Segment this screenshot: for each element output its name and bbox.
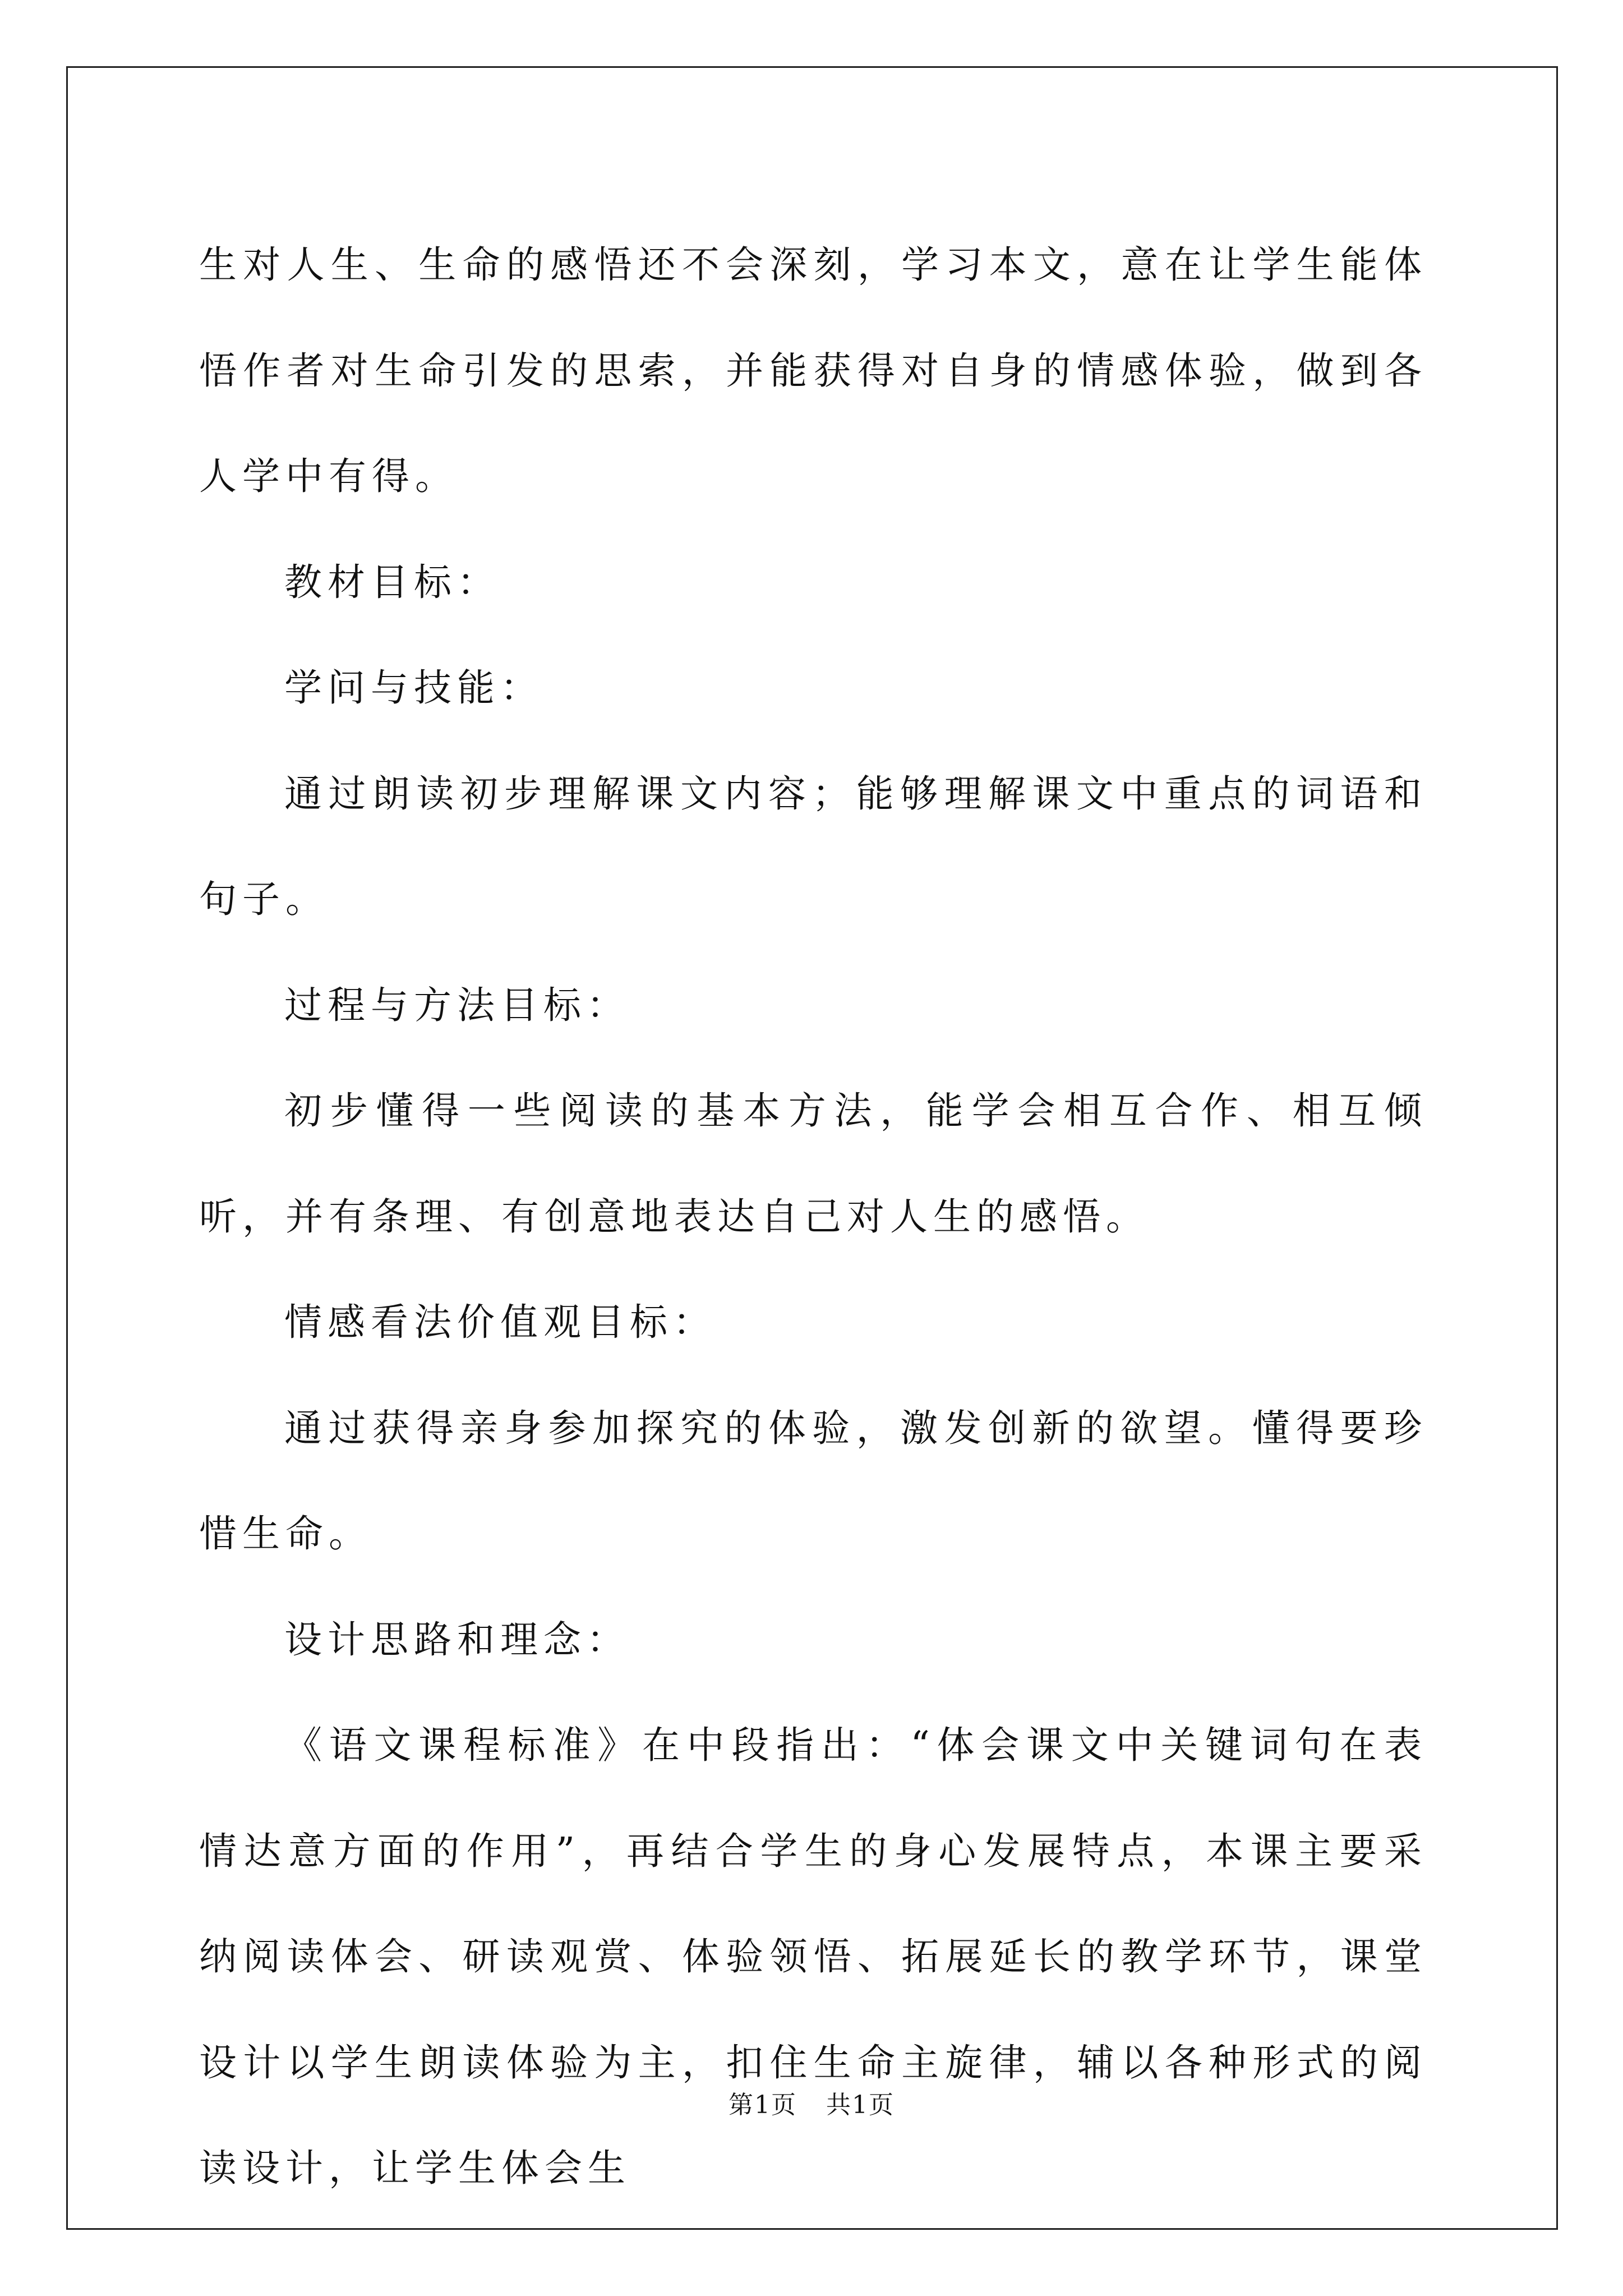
document-body: [199, 212, 1427, 2221]
page-number: 第1页: [728, 2091, 797, 2119]
heading-process-method: 过程与方法目标：: [284, 983, 630, 1027]
heading-emotion-values: 情感看法价值观目标：: [284, 1300, 716, 1344]
heading-design-ideas: 设计思路和理念：: [284, 1617, 630, 1662]
paragraph-design-ideas: 《语文课程标准》在中段指出：“体会课文中关键词句在表情达意方面的作用”，再结合学生的身心发展特点，本课主要采纳阅读体会、研读观赏、体验领悟、拓展延长的教学环节，课堂设计以学生朗读体验为主，扣住生命主旋律，辅以各种形式的阅读设计，让学生体会生: [199, 1723, 1427, 2190]
paragraph-emotion-values: 通过获得亲身参加探究的体验，激发创新的欲望。懂得要珍惜生命。: [199, 1406, 1427, 1556]
page-footer: [0, 2085, 1623, 2120]
paragraph-knowledge-skills: 通过朗读初步理解课文内容；能够理解课文中重点的词语和句子。: [199, 771, 1427, 921]
page-total: 共1页: [826, 2091, 895, 2119]
paragraph-process-method: 初步懂得一些阅读的基本方法，能学会相互合作、相互倾听，并有条理、有创意地表达自己对人生的感悟。: [199, 1089, 1427, 1239]
heading-knowledge-skills: 学问与技能：: [284, 666, 543, 710]
paragraph-continuation: 生对人生、生命的感悟还不会深刻，学习本文，意在让学生能体悟作者对生命引发的思索，并能获得对自身的情感体验，做到各人学中有得。: [199, 243, 1427, 498]
heading-teaching-goals: 教材目标：: [284, 560, 500, 604]
